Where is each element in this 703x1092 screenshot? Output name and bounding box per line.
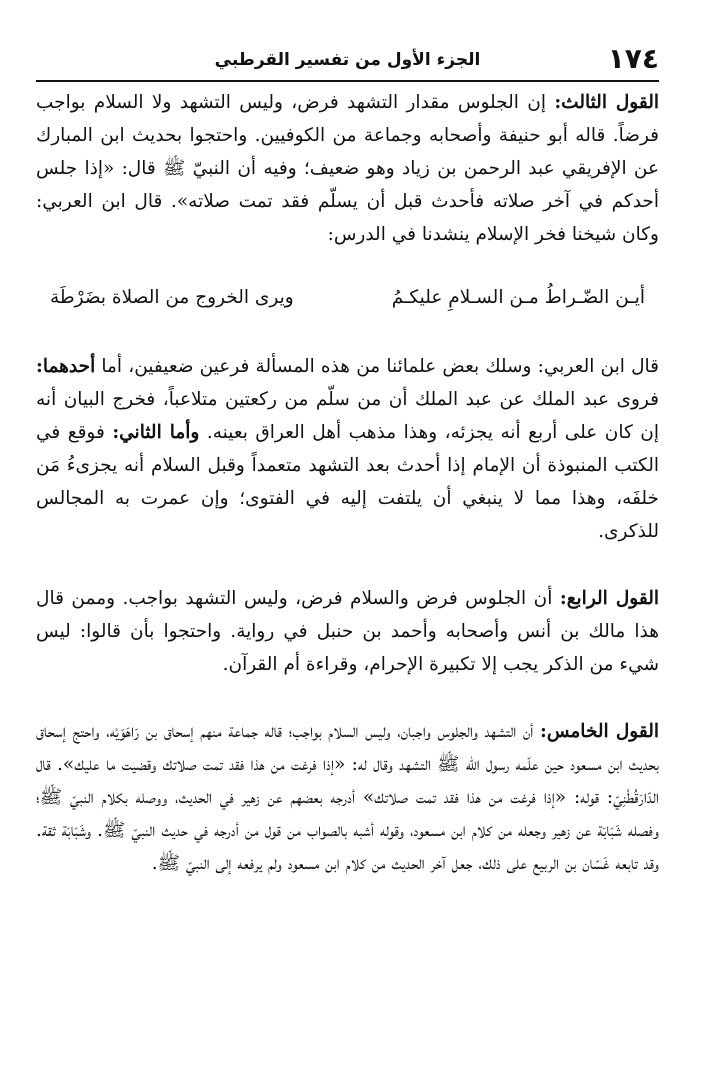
paragraph-text: أن الجلوس فرض والسلام فرض، وليس التشهد بواجب. وممن قال هذا مالك بن أنس وأصحابه وأحمد بن حنبل في رواية. واحتجوا بأن قالوا: ليس شيء من الذكر يجب إلا تكبيرة الإحرام، وقراءة أم القرآن. xyxy=(36,588,659,675)
paragraph-label: أحدهما: xyxy=(36,356,96,377)
paragraph-label: القول الرابع: xyxy=(559,588,659,609)
paragraph-text: أن التشهد والجلوس واجبان، وليس السلام بواجب؛ قاله جماعة منهم إسحاق بن رَاهَوَيْه، واحتج إسحاق بحديث ابن مسعود حين علّمه رسول الله ﷺ التشهد وقال له: «إذا فرغت من هذا فقد تمت صلاتك وقضيت ما عليك». قال الدّارَقُطْنِيّ: قوله: «إذا فرغت من هذا فقد تمت صلاتك» أدرجه بعضهم عن زهير في الحديث، ووصله بكلام النبيّ ﷺ؛ وفصله شَبَابَة عن زهير وجعله من كلام ابن مسعود، وقوله أشبه بالصواب من قول من أدرجه في حديث النبيّ ﷺ. وشَبَابَة ثقة. وقد تابعه غَسّان بن الربيع على ذلك، جعل آخر الحديث من كلام ابن مسعود ولم يرفعه إلى النبيّ ﷺ. xyxy=(36,721,659,874)
page-number: ١٧٤ xyxy=(607,42,659,75)
paragraph-label: وأما الثاني: xyxy=(112,422,200,443)
paragraph-text: إن الجلوس مقدار التشهد فرض، وليس التشهد ولا السلام بواجب فرضاً. قاله أبو حنيفة وأصحابه وجماعة من الكوفيين. واحتجوا بحديث ابن المبارك عن الإفريقي عبد الرحمن بن زياد وهو ضعيف؛ وفيه أن النبيّ ﷺ قال: «إذا جلس أحدكم في آخر صلاته فأحدث قبل أن يسلّم فقد تمت صلاته». قال ابن العربي: وكان شيخنا فخر الإسلام ينشدنا في الدرس: xyxy=(36,92,659,245)
paragraph-text: فوقع في الكتب المنبوذة أن الإمام إذا أحدث بعد التشهد متعمداً وقبل السلام أنه يجزىءُ مَن خلفَه، وهذا مما لا ينبغي أن يلتفت إليه في الفتوى؛ وإن عمرت به المجالس للذكرى. xyxy=(36,422,659,542)
paragraph-fifth-opinion xyxy=(36,715,659,880)
paragraph-fourth-opinion xyxy=(36,582,659,681)
paragraph-label: القول الخامس: xyxy=(539,721,659,742)
paragraph-text: قال ابن العربي: وسلك بعض علمائنا من هذه المسألة فرعين ضعيفين، أما xyxy=(95,356,659,377)
paragraph-label: القول الثالث: xyxy=(554,92,660,113)
poem-verse xyxy=(36,281,659,314)
paragraph-ibn-arabi-branches xyxy=(36,350,659,548)
verse-first-hemistich: أيـن الضّـراطُ مـن السـلامِ عليكـمُ xyxy=(391,287,645,308)
page-header xyxy=(36,40,659,82)
verse-second-hemistich: ويرى الخروج من الصلاة بضَرْطَة xyxy=(50,287,294,308)
page-body xyxy=(36,86,659,880)
paragraph-text: فروى عبد الملك عن عبد الملك أن من سلّم من ركعتين متلاعباً، فخرج البيان أنه إن كان على أربع أنه يجزئه، وهذا مذهب أهل العراق بعينه. xyxy=(36,389,659,443)
paragraph-third-opinion xyxy=(36,86,659,251)
running-title: الجزء الأول من تفسير القرطبي xyxy=(214,50,481,70)
